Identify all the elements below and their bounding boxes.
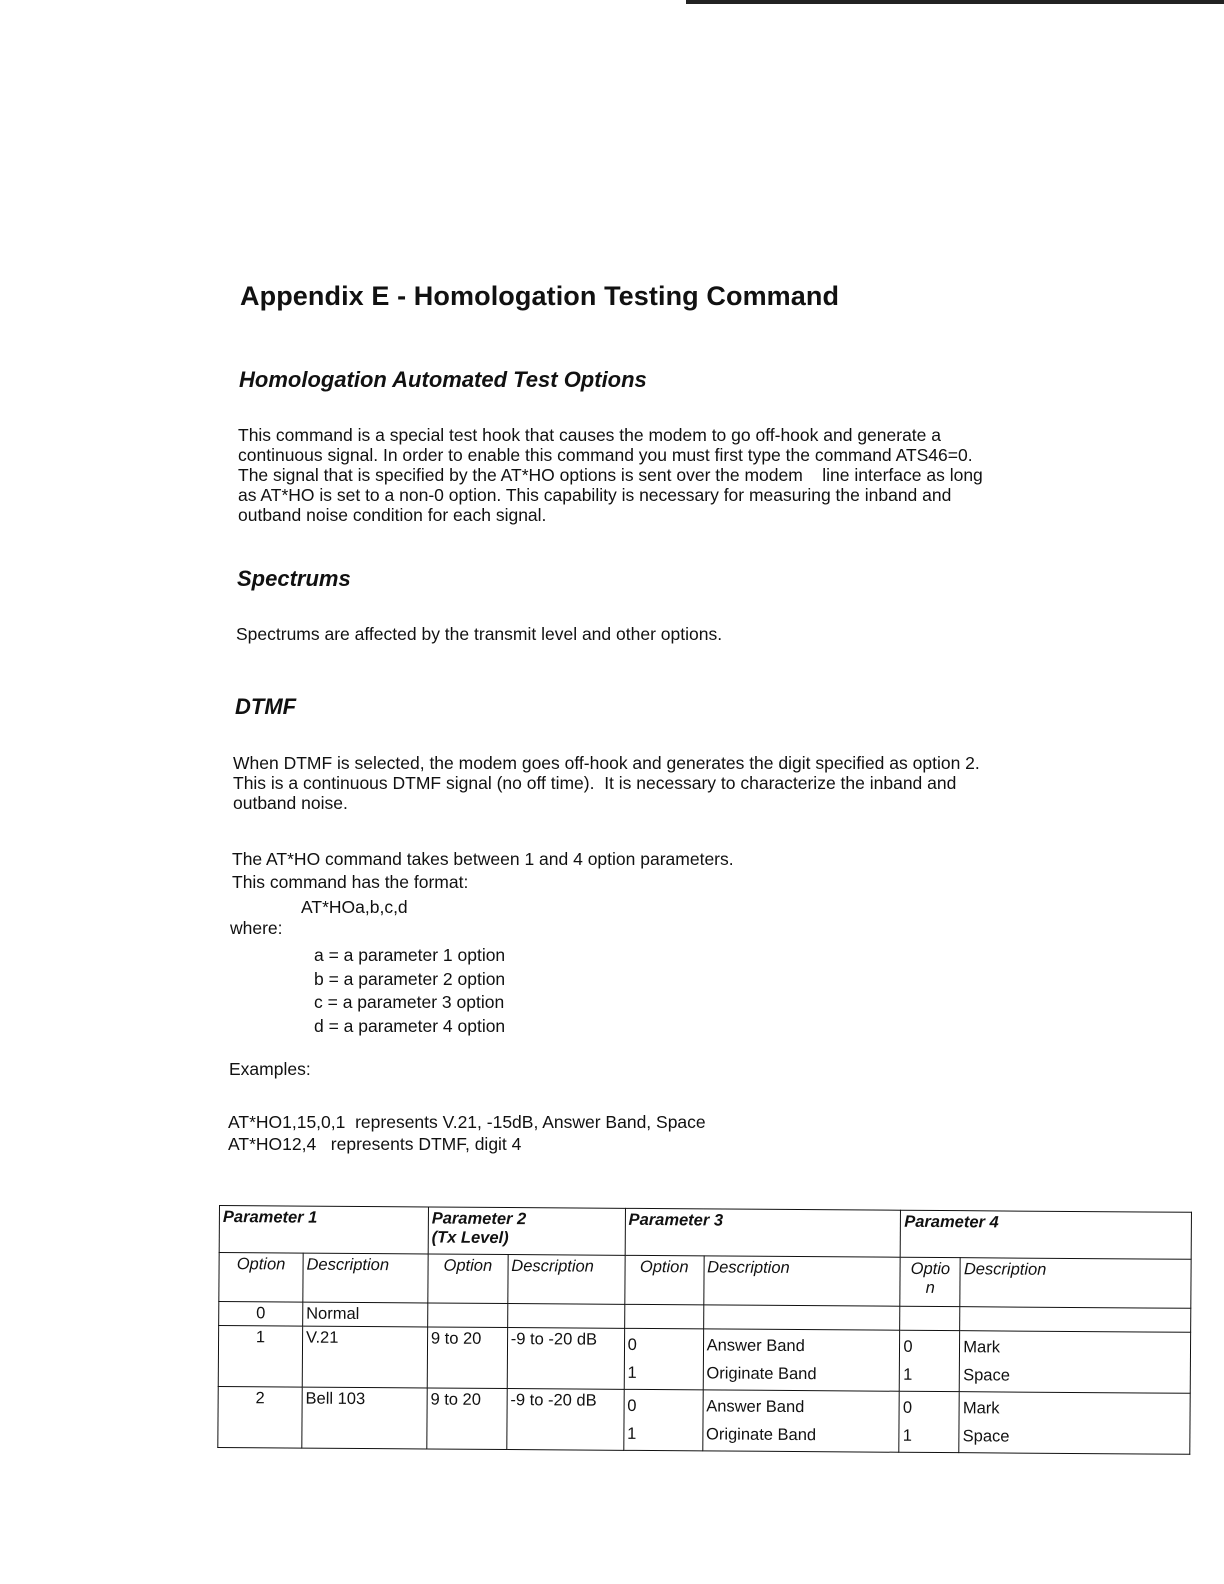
group-header-p2-title: Parameter 2: [431, 1209, 527, 1229]
p3-option-value: 0: [627, 1335, 637, 1354]
automated-line: outband noise condition for each signal.: [238, 505, 547, 525]
dtmf-paragraph: [233, 753, 1093, 813]
automated-line: as AT*HO is set to a non-0 option. This capability is necessary for measuring the inband and: [238, 485, 952, 505]
p2-description-cell: [507, 1304, 624, 1329]
p4-option-value: 1: [903, 1365, 913, 1384]
col-header-option: Option: [219, 1253, 303, 1303]
group-header-p4: Parameter 4: [900, 1210, 1191, 1259]
p2-option-cell: [427, 1303, 507, 1328]
col-header-description: Description: [303, 1253, 428, 1303]
p4-description-value: Mark: [963, 1338, 1001, 1357]
param-item: b = a parameter 2 option: [314, 968, 506, 989]
col-header-description: Description: [508, 1255, 625, 1305]
p4-description-value: Space: [962, 1427, 1010, 1446]
col-header-option: Option: [625, 1255, 704, 1305]
p4-description-value: Space: [963, 1366, 1010, 1385]
p3-description-value: Answer Band: [706, 1397, 805, 1417]
p4-option-cell: [900, 1306, 960, 1330]
p1-description-cell: Bell 103: [302, 1387, 427, 1449]
col-header-option: Option: [428, 1254, 508, 1304]
p4-description-cell: [960, 1331, 1191, 1394]
dtmf-line: When DTMF is selected, the modem goes off-hook and generates the digit specified as option 2.: [233, 753, 980, 773]
p3-description-value: Answer Band: [706, 1336, 805, 1356]
p1-description-cell: V.21: [302, 1326, 427, 1388]
format-syntax: AT*HOa,b,c,d: [301, 897, 408, 917]
col-header-description: Description: [703, 1256, 900, 1306]
automated-line: The signal that is specified by the AT*HO options is sent over the modem line interface as long: [238, 465, 983, 485]
group-header-p2: [428, 1207, 625, 1255]
p1-option-cell: 1: [218, 1326, 302, 1388]
p3-description-value: Originate Band: [706, 1364, 817, 1384]
p2-description-cell: -9 to -20 dB: [507, 1328, 624, 1390]
p4-description-value: Mark: [962, 1399, 1000, 1418]
example-line: AT*HO1,15,0,1 represents V.21, -15dB, Answer Band, Space: [228, 1112, 706, 1132]
param-item: a = a parameter 1 option: [314, 945, 506, 965]
col-header-description: Description: [960, 1258, 1191, 1309]
automated-paragraph: [238, 425, 1098, 525]
p4-option-value: 0: [902, 1398, 913, 1417]
group-header-p3: Parameter 3: [625, 1208, 901, 1257]
section-title-spectrums: Spectrums: [237, 566, 351, 591]
examples-label: Examples:: [229, 1059, 311, 1079]
p2-description-cell: -9 to -20 dB: [507, 1389, 624, 1451]
col-header-n: n: [925, 1278, 935, 1297]
table-subheader-row: [219, 1253, 1191, 1309]
p3-option-cell: [624, 1304, 703, 1329]
section-title-dtmf: DTMF: [235, 694, 297, 719]
p3-option-cell: [623, 1389, 702, 1451]
col-header-optio: Optio: [910, 1259, 951, 1279]
p3-option-value: 1: [627, 1424, 637, 1443]
p4-description-cell: [959, 1392, 1190, 1455]
automated-line: continuous signal. In order to enable this command you must first type the command ATS46=0.: [238, 445, 973, 465]
where-label: where:: [230, 918, 283, 938]
parameter-table: [217, 1205, 1192, 1455]
p3-description-cell: [702, 1390, 899, 1452]
p1-description-cell: Normal: [303, 1302, 428, 1327]
format-intro: The AT*HO command takes between 1 and 4 option parameters.: [232, 849, 734, 869]
param-list: [314, 944, 505, 1038]
p4-option-cell: [900, 1330, 960, 1391]
col-header-option-wrapped: [900, 1257, 960, 1306]
p4-option-value: 1: [902, 1426, 912, 1445]
p1-option-cell: 2: [218, 1386, 302, 1448]
automated-line: This command is a special test hook that causes the modem to go off-hook and generate a: [238, 425, 941, 445]
page-title: Appendix E - Homologation Testing Command: [240, 281, 840, 311]
p4-option-cell: [899, 1391, 959, 1452]
p4-option-value: 0: [903, 1337, 913, 1356]
group-header-p2-subtitle: (Tx Level): [431, 1228, 509, 1248]
p3-description-cell: [703, 1305, 900, 1330]
dtmf-line: This is a continuous DTMF signal (no off time). It is necessary to characterize the inband and: [233, 773, 957, 793]
spectrums-paragraph: Spectrums are affected by the transmit level and other options.: [236, 624, 723, 644]
format-line: This command has the format:: [232, 872, 469, 892]
table-row: [218, 1326, 1190, 1394]
p1-option-cell: 0: [219, 1302, 303, 1327]
param-item: d = a parameter 4 option: [314, 1015, 506, 1036]
p3-option-value: 0: [627, 1396, 637, 1415]
p3-description-cell: [703, 1329, 900, 1391]
table-row: [218, 1386, 1190, 1454]
param-item: c = a parameter 3 option: [314, 992, 505, 1012]
p3-description-value: Originate Band: [705, 1425, 817, 1445]
table-group-header-row: [219, 1206, 1191, 1260]
dtmf-line: outband noise.: [233, 793, 348, 813]
p3-option-value: 1: [627, 1363, 637, 1382]
p2-option-cell: 9 to 20: [427, 1327, 507, 1389]
p2-option-cell: 9 to 20: [427, 1388, 507, 1450]
p3-option-cell: [624, 1328, 703, 1390]
group-header-p1: Parameter 1: [219, 1206, 428, 1254]
example-line: AT*HO12,4 represents DTMF, digit 4: [228, 1134, 522, 1154]
section-title-automated: Homologation Automated Test Options: [239, 367, 647, 392]
p4-description-cell: [960, 1307, 1191, 1333]
